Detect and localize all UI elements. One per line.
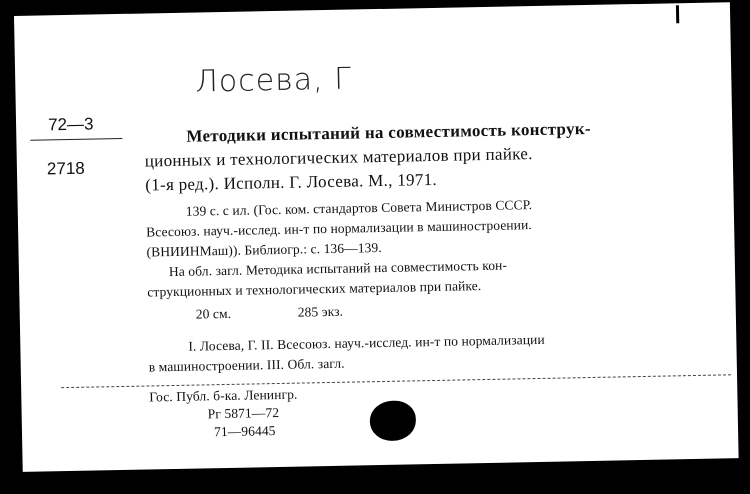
tracing-line-1: I. Лосева, Г. II. Всесоюз. науч.-исслед. ин-т по нормализации <box>188 331 545 354</box>
description-line-1: 139 с. с ил. (Гос. ком. стандартов Совета Министров СССР. <box>185 197 533 219</box>
catalog-card <box>14 2 739 472</box>
format-size: 20 см. <box>195 305 232 322</box>
order-number: Рг 5871—72 <box>207 404 280 422</box>
call-number-rule <box>30 138 122 141</box>
description-line-2: Всесоюз. науч.-исслед. ин-т по нормализации в машиностроении. <box>146 217 532 240</box>
note-line-1: На обл. загл. Методика испытаний на совместимость кон- <box>168 257 508 280</box>
title-line-3: (1-я ред.). Исполн. Г. Лосева. М., 1971. <box>145 169 438 195</box>
call-number-bottom: 2718 <box>46 158 85 179</box>
print-number: 71—96445 <box>213 423 276 440</box>
library-name: Гос. Публ. б-ка. Ленингр. <box>149 386 298 405</box>
handwritten-author: Лосева, Г <box>194 61 353 100</box>
edge-mark <box>676 5 679 23</box>
divider-line <box>61 374 731 388</box>
copies: 285 экз. <box>297 303 344 320</box>
note-line-2: струкционных и технологических материалов при пайке. <box>147 278 482 300</box>
tracing-line-2: в машиностроении. III. Обл. загл. <box>148 355 345 375</box>
title-line-1: Методики испытаний на совместимость конструк- <box>186 118 592 146</box>
title-line-2: ционных и технологических материалов при пайке. <box>144 144 533 171</box>
ink-blot <box>369 400 416 441</box>
call-number-top: 72—3 <box>47 114 94 135</box>
description-line-3: (ВНИИНМаш)). Библиогр.: с. 136—139. <box>146 239 382 260</box>
